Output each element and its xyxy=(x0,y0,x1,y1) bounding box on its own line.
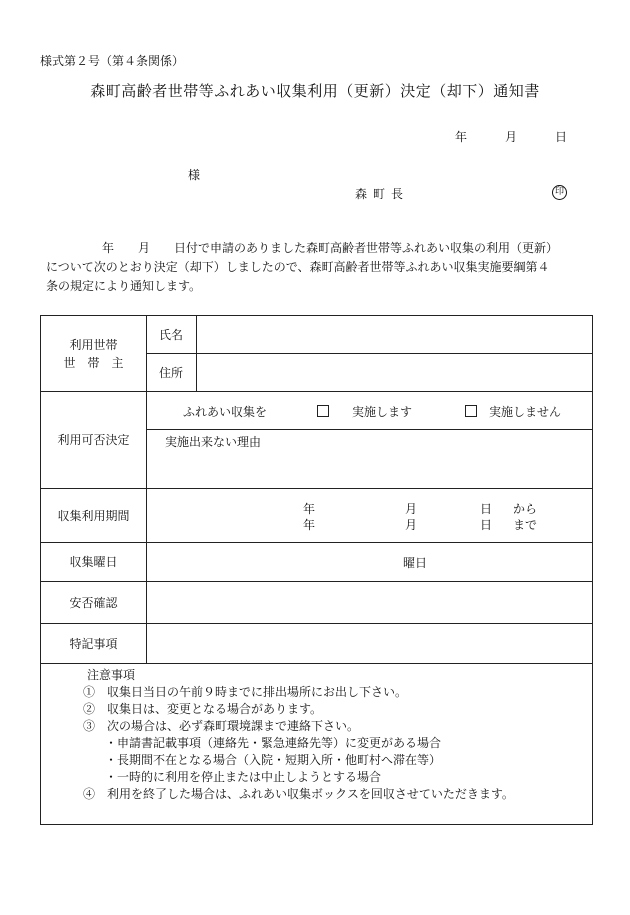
notice-body xyxy=(40,239,600,296)
period-label: 収集利用期間 xyxy=(41,489,147,543)
weekday-label: 曜日 xyxy=(403,556,428,570)
period-until: まで xyxy=(513,518,538,532)
seal-mark: 印 xyxy=(552,185,567,200)
date-month-label: 月 xyxy=(505,130,518,144)
document-title: 森町高齢者世帯等ふれあい収集利用（更新）決定（却下）通知書 xyxy=(90,82,540,100)
decision-label: 利用可否決定 xyxy=(41,392,147,489)
address-label: 住所 xyxy=(147,354,197,392)
period-start-year: 年 xyxy=(303,502,316,516)
note-item-3b: ・長期間不在となる場合（入院・短期入所・他町村へ滞在等） xyxy=(105,753,442,767)
note-item-3c: ・一時的に利用を停止または中止しようとする場合 xyxy=(105,770,382,784)
notes-section xyxy=(41,664,593,825)
period-end-year: 年 xyxy=(303,518,316,532)
name-label: 氏名 xyxy=(147,316,197,354)
head-of-household-label: 世 帯 主 xyxy=(63,355,124,370)
note-item-3: ③ 次の場合は、必ず森町環境課まで連絡下さい。 xyxy=(83,719,360,733)
note-item-1: ① 収集日当日の午前９時までに排出場所にお出し下さい。 xyxy=(83,685,408,699)
household-label: 利用世帯 xyxy=(69,337,118,352)
reason-cell[interactable] xyxy=(147,430,593,489)
implement-checkbox[interactable] xyxy=(317,405,329,417)
period-end-day: 日 xyxy=(480,518,493,532)
issuer-mayor: 森町長 xyxy=(355,187,410,201)
period-cell[interactable] xyxy=(147,489,593,543)
body-line-1: 年 月 日付で申請のありました森町高齢者世帯等ふれあい収集の利用（更新） xyxy=(102,241,559,255)
note-item-2: ② 収集日は、変更となる場合があります。 xyxy=(83,702,323,716)
period-from: から xyxy=(513,502,538,516)
collection-day-label: 収集曜日 xyxy=(41,543,147,582)
notes-heading: 注意事項 xyxy=(87,668,136,682)
date-year-label: 年 xyxy=(455,130,468,144)
period-start-month: 月 xyxy=(405,502,418,516)
safety-check-field[interactable] xyxy=(147,582,593,624)
decision-form-table xyxy=(40,315,593,825)
note-item-3a: ・申請書記載事項（連絡先・緊急連絡先等）に変更がある場合 xyxy=(105,736,442,750)
not-implement-checkbox[interactable] xyxy=(465,405,477,417)
period-start-day: 日 xyxy=(480,502,493,516)
remarks-label: 特記事項 xyxy=(41,624,147,664)
address-field[interactable] xyxy=(197,354,593,392)
household-label-cell xyxy=(41,316,147,392)
addressee-suffix: 様 xyxy=(188,168,201,182)
safety-check-label: 安否確認 xyxy=(41,582,147,624)
note-item-4: ④ 利用を終了した場合は、ふれあい収集ボックスを回収させていただきます。 xyxy=(83,787,514,801)
decision-options-cell xyxy=(147,392,593,430)
form-number: 様式第２号（第４条関係） xyxy=(40,54,185,68)
body-line-3: 条の規定により通知します。 xyxy=(46,279,202,293)
not-implement-label: 実施しません xyxy=(489,405,562,419)
implement-label: 実施します xyxy=(352,405,413,419)
body-line-2: について次のとおり決定（却下）しましたので、森町高齢者世帯等ふれあい収集実施要綱第４ xyxy=(46,260,550,274)
collection-day-cell[interactable] xyxy=(147,543,593,582)
name-field[interactable] xyxy=(197,316,593,354)
reason-label: 実施出来ない理由 xyxy=(165,435,262,449)
period-end-month: 月 xyxy=(405,518,418,532)
date-day-label: 日 xyxy=(555,130,568,144)
remarks-field[interactable] xyxy=(147,624,593,664)
decision-prefix: ふれあい収集を xyxy=(183,405,268,419)
